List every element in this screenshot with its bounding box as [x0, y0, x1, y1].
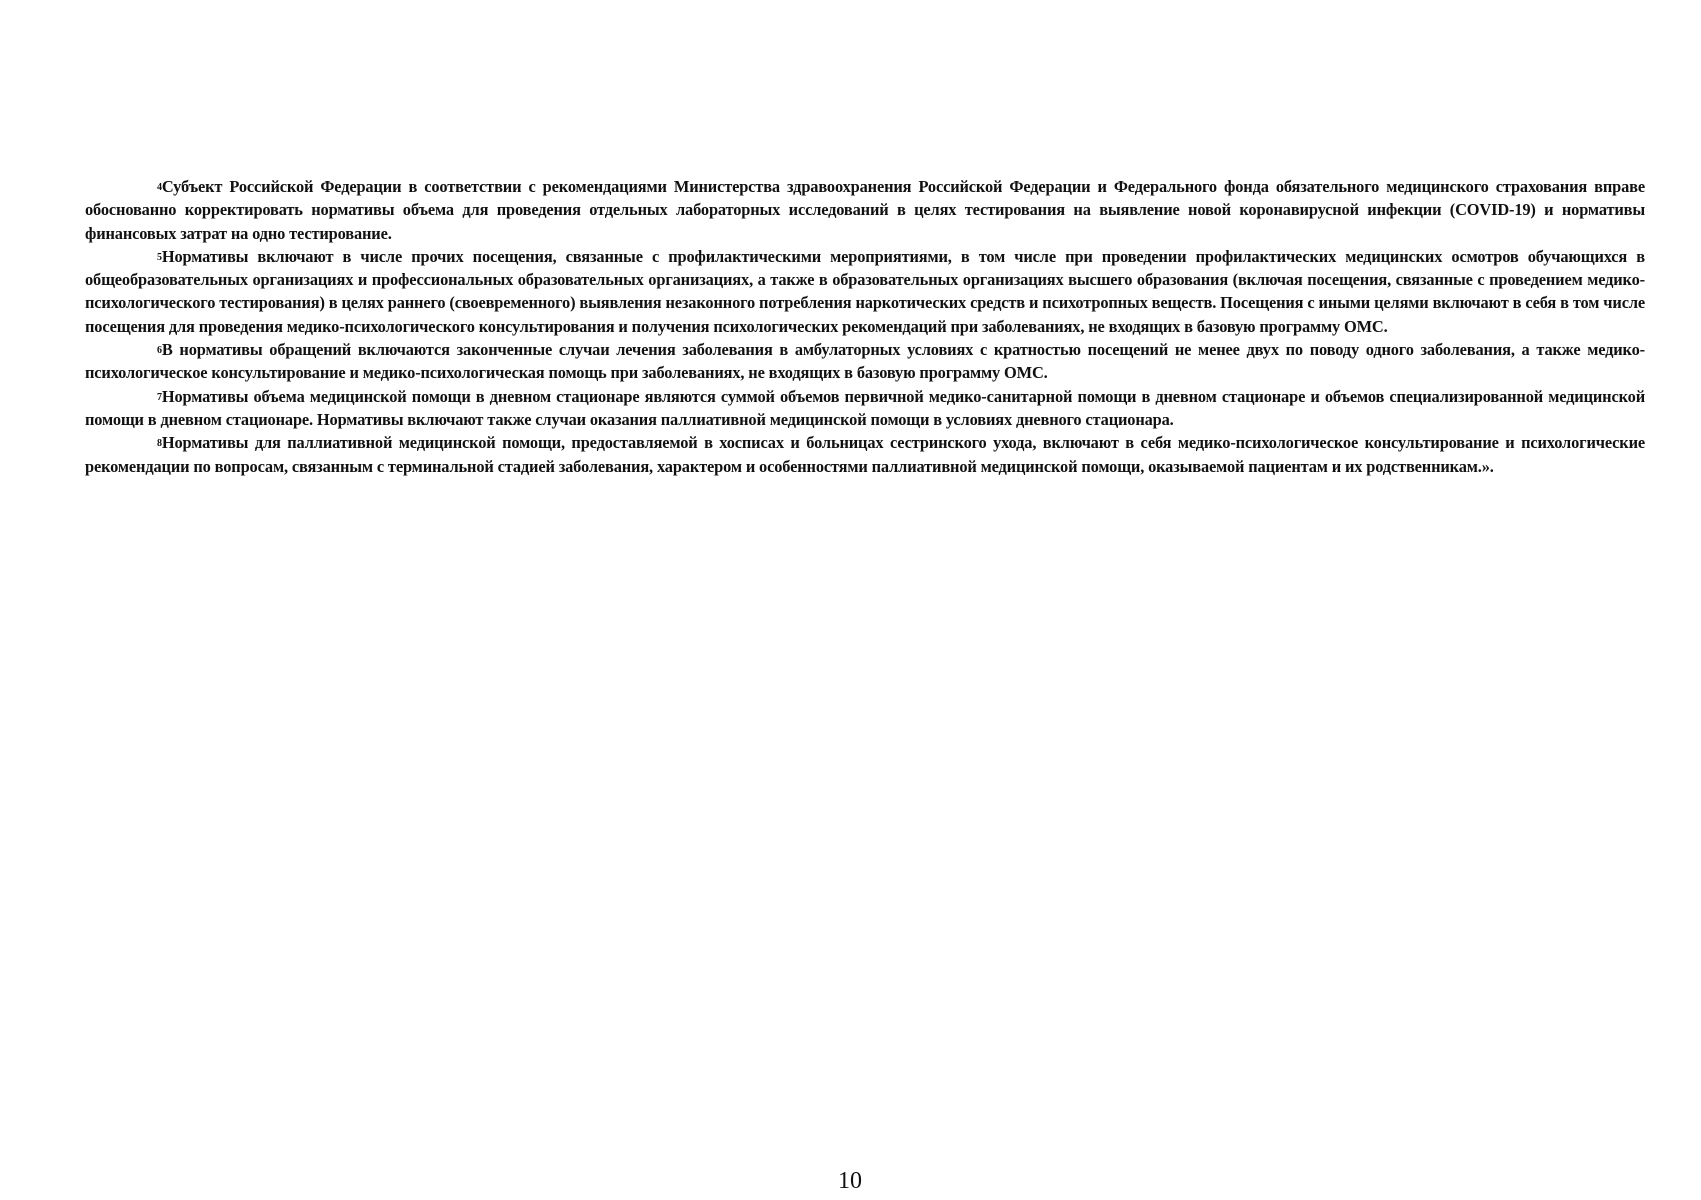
closing-quote-mark: ». — [1481, 456, 1494, 476]
footnote-text: Нормативы объема медицинской помощи в дневном стационаре являются суммой объемов первичной медико-санитарной помощи в дневном стационаре и объемов специализированной медицинской помощи в дневном стационаре. Нормативы включают также случаи оказания паллиативной медицинской помощи в условиях дневного стационара. — [85, 386, 1645, 429]
footnotes-block — [85, 175, 1645, 478]
footnote-6 — [85, 338, 1645, 385]
footnote-text: Нормативы для паллиативной медицинской помощи, предоставляемой в хосписах и больницах сестринского ухода, включают в себя медико-психологическое консультирование и психологические рекомендации по вопросам, связанным с терминальной стадией заболевания, характером и особенностями паллиативной медицинской помощи, оказываемой пациентам и их родственникам. — [85, 433, 1645, 476]
footnote-text: В нормативы обращений включаются законченные случаи лечения заболевания в амбулаторных условиях с кратностью посещений не менее двух по поводу одного заболевания, а также медико-психологическое консультирование и медико-психологическая помощь при заболеваниях, не входящих в базовую программу ОМС. — [85, 340, 1645, 383]
footnote-text: Субъект Российской Федерации в соответствии с рекомендациями Министерства здравоохранения Российской Федерации и Федерального фонда обязательного медицинского страхования вправе обоснованно корректировать нормативы объема для проведения отдельных лабораторных исследований в целях тестирования на выявление новой коронавирусной инфекции (COVID-19) и нормативы финансовых затрат на одно тестирование. — [85, 177, 1645, 243]
footnote-8 — [85, 431, 1645, 478]
footnote-marker: 7 — [157, 391, 162, 403]
page-number: 10 — [838, 1168, 862, 1194]
footnote-marker: 8 — [157, 438, 162, 450]
footnote-marker: 6 — [157, 345, 162, 357]
footnote-text: Нормативы включают в числе прочих посещения, связанные с профилактическими мероприятиями, в том числе при проведении профилактических медицинских осмотров обучающихся в общеобразовательных организациях и профессиональных образовательных организациях, а также в образовательных организациях высшего образования (включая посещения, связанные с проведением медико-психологического тестирования) в целях раннего (своевременного) выявления незаконного потребления наркотических средств и психотропных веществ. Посещения с иными целями включают в себя в том числе посещения для проведения медико-психологического консультирования и получения психологических рекомендаций при заболеваниях, не входящих в базовую программу ОМС. — [85, 246, 1645, 336]
footnote-4 — [85, 175, 1645, 245]
footnote-5 — [85, 245, 1645, 338]
footnote-marker: 4 — [157, 182, 162, 193]
footnote-7 — [85, 385, 1645, 432]
footnote-marker: 5 — [157, 251, 162, 263]
